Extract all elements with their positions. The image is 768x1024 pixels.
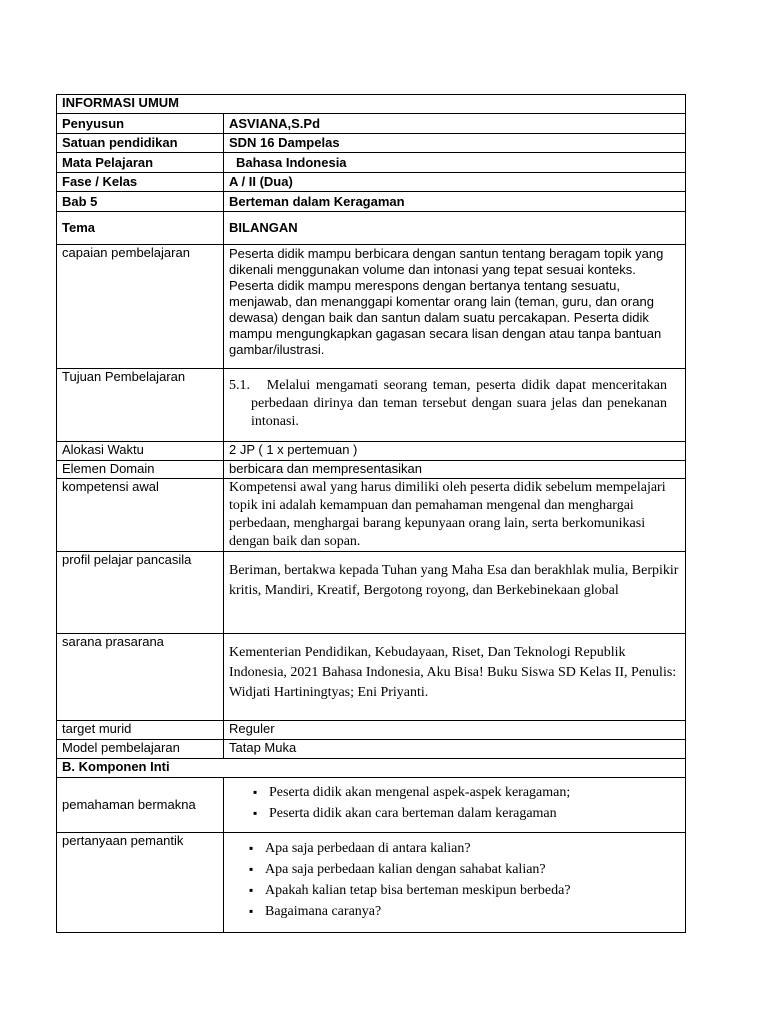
row-label: capaian pembelajaran [57,245,224,369]
list-item: ▪ Peserta didik akan mengenal aspek-aspek keragaman; [249,782,680,803]
list-item: ▪ Bagaimana caranya? [245,901,680,922]
table-row [57,461,686,479]
row-label: sarana prasarana [57,634,224,721]
row-label: Tujuan Pembelajaran [57,369,224,442]
row-label: pemahaman bermakna [57,778,224,833]
list-item: ▪ Peserta didik akan cara berteman dalam keragaman [249,803,680,824]
row-value: Bahasa Indonesia [224,153,686,173]
table-row [57,479,686,552]
table-row [57,245,686,369]
row-label: Mata Pelajaran [57,153,224,173]
objective-cell [224,369,686,442]
questions-list-cell [224,833,686,933]
row-value: Tatap Muka [224,740,686,759]
questions-list [229,838,680,922]
row-value: BILANGAN [224,212,686,245]
row-value: ASVIANA,S.Pd [224,114,686,134]
understanding-list-cell [224,778,686,833]
row-label: Tema [57,212,224,245]
row-label: pertanyaan pemantik [57,833,224,933]
table-row [57,192,686,212]
row-value: Berteman dalam Keragaman [224,192,686,212]
table-row [57,114,686,134]
table-row [57,442,686,461]
row-label: target murid [57,721,224,740]
objective-text: Melalui mengamati seorang teman, peserta didik dapat menceritakan perbedaan dirinya dan teman tersebut dengan suara jelas dan penekanan intonasi. [251,378,667,429]
table-row [57,369,686,442]
row-value: Peserta didik mampu berbicara dengan santun tentang beragam topik yang dikenali menggunakan volume dan intonasi yang tepat sesuai konteks. Peserta didik mampu merespons dengan bertanya tentang sesuatu, menjawab, dan menanggapi komentar orang lain (teman, guru, dan orang dewasa) dengan baik dan santun dalam suatu percakapan. Peserta didik mampu mengungkapkan gagasan secara lisan dengan atau tanpa bantuan gambar/ilustrasi. [224,245,686,369]
table-row [57,740,686,759]
row-value: A / II (Dua) [224,173,686,192]
table-row [57,134,686,153]
row-value: Kompetensi awal yang harus dimiliki oleh peserta didik sebelum mempelajari topik ini adalah kemampuan dan pemahaman mengenal dan menghargai perbedaan, menghargai barang kepunyaan orang lain, serta berkomunikasi dengan baik dan sopan. [224,479,686,552]
row-value: 2 JP ( 1 x pertemuan ) [224,442,686,461]
list-item: ▪ Apa saja perbedaan di antara kalian? [245,838,680,859]
row-label: Bab 5 [57,192,224,212]
row-label: Penyusun [57,114,224,134]
table-row [57,634,686,721]
info-table [56,94,686,933]
understanding-list [229,782,680,824]
row-label: profil pelajar pancasila [57,552,224,634]
list-item: ▪ Apakah kalian tetap bisa berteman meskipun berbeda? [245,880,680,901]
row-label: Model pembelajaran [57,740,224,759]
row-label: Satuan pendidikan [57,134,224,153]
table-row [57,552,686,634]
table-row [57,212,686,245]
row-value: berbicara dan mempresentasikan [224,461,686,479]
row-label: kompetensi awal [57,479,224,552]
row-value: Kementerian Pendidikan, Kebudayaan, Riset, Dan Teknologi Republik Indonesia, 2021 Bahasa Indonesia, Aku Bisa! Buku Siswa SD Kelas II, Penulis: Widjati Hartiningtyas; Eni Priyanti. [224,634,686,721]
table-row [57,833,686,933]
table-row [57,153,686,173]
table-row [57,721,686,740]
row-label: Alokasi Waktu [57,442,224,461]
section-b-row [57,759,686,778]
row-value: SDN 16 Dampelas [224,134,686,153]
section-b-title: B. Komponen Inti [57,759,686,778]
table-row [57,778,686,833]
row-label: Fase / Kelas [57,173,224,192]
row-value: Reguler [224,721,686,740]
objective-number: 5.1. [229,378,250,393]
list-item: ▪ Apa saja perbedaan kalian dengan sahabat kalian? [245,859,680,880]
table-row [57,173,686,192]
row-value: Beriman, bertakwa kepada Tuhan yang Maha Esa dan berakhlak mulia, Berpikir kritis, Mandiri, Kreatif, Bergotong royong, dan Berkebinekaan global [224,552,686,634]
section-title: INFORMASI UMUM [57,95,686,114]
row-label: Elemen Domain [57,461,224,479]
title-row [57,95,686,114]
lesson-plan-document [56,94,685,933]
